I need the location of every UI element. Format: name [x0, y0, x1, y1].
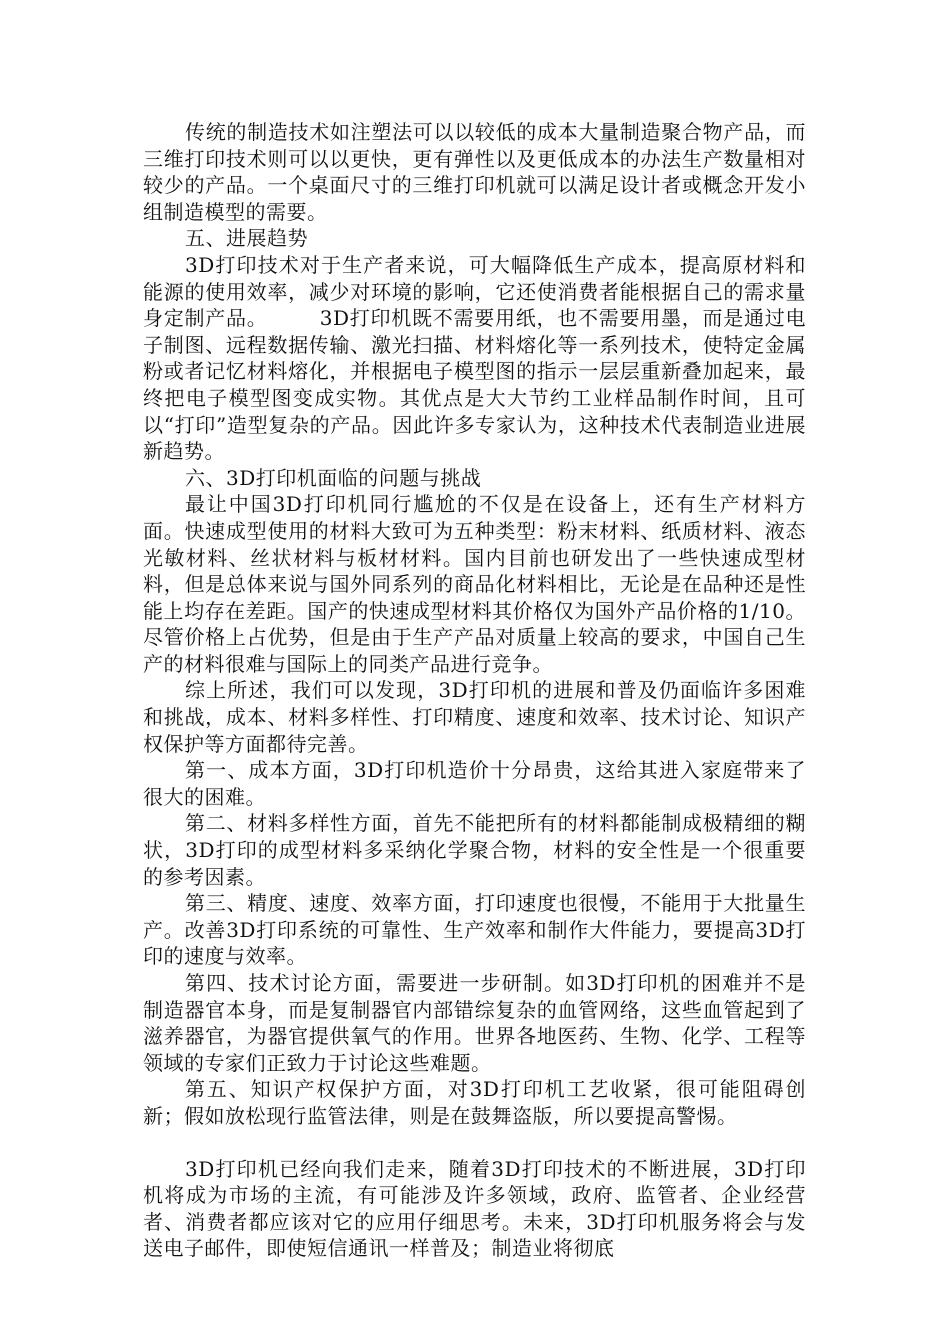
section-heading-trends: 五、进展趋势	[185, 226, 308, 251]
paragraph-materials: 最让中国3D打印机同行尴尬的不仅是在设备上，还有生产材料方面。快速成型使用的材料大致可为五种类型：粉末材料、纸质材料、液态光敏材料、丝状材料与板材材料。国内目前也研发出了一些快速成型材料，但是总体来说与国外同系列的商品化材料相比，无论是在品种还是性能上均存在差距。国产的快速成型材料其价格仅为国外产品价格的1/10。尽管价格上占优势，但是由于生产产品对质量上较高的要求，中国自己生产的材料很难与国际上的同类产品进行竞争。	[143, 492, 806, 676]
document-body	[143, 119, 806, 1262]
paragraph-intro: 传统的制造技术如注塑法可以以较低的成本大量制造聚合物产品，而三维打印技术则可以以更快，更有弹性以及更低成本的办法生产数量相对较少的产品。一个桌面尺寸的三维打印机就可以满足设计者或概念开发小组制造模型的需要。	[143, 120, 806, 224]
paragraph-conclusion: 3D打印机已经向我们走来，随着3D打印技术的不断进展，3D打印机将成为市场的主流，有可能涉及许多领域，政府、监管者、企业经营者、消费者都应该对它的应用仔细思考。未来，3D打印机服务将会与发送电子邮件，即使短信通讯一样普及；制造业将彻底	[143, 1156, 806, 1261]
paragraph-precision-speed: 第三、精度、速度、效率方面，打印速度也很慢，不能用于大批量生产。改善3D打印系统的可靠性、生产效率和制作大件能力，要提高3D打印的速度与效率。	[143, 891, 806, 969]
paragraph-ip-protection: 第五、知识产权保护方面，对3D打印机工艺收紧，很可能阻碍创新；假如放松现行监管法律，则是在鼓舞盗版，所以要提高警惕。	[143, 1077, 806, 1128]
paragraph-trends: 3D打印技术对于生产者来说，可大幅降低生产成本，提高原材料和能源的使用效率，减少对环境的影响，它还使消费者能根据自己的需求量身定制产品。 3D打印机既不需要用纸，也不需要用墨，而是通过电子制图、远程数据传输、激光扫描、材料熔化等一系列技术，使特定金属粉或者记忆材料熔化，并根据电子模型图的指示一层层重新叠加起来，最终把电子模型图变成实物。其优点是大大节约工业样品制作时间，且可以“打印”造型复杂的产品。因此许多专家认为，这种技术代表制造业进展新趋势。	[143, 252, 806, 464]
paragraph-material-diversity: 第二、材料多样性方面，首先不能把所有的材料都能制成极精细的糊状，3D打印的成型材料多采纳化学聚合物，材料的安全性是一个很重要的参考因素。	[143, 811, 806, 889]
paragraph-technical-research: 第四、技术讨论方面，需要进一步研制。如3D打印机的困难并不是制造器官本身，而是复制器官内部错综复杂的血管网络，这些血管起到了滋养器官，为器官提供氧气的作用。世界各地医药、生物、化学、工程等领域的专家们正致力于讨论这些难题。	[143, 971, 806, 1075]
paragraph-cost: 第一、成本方面，3D打印机造价十分昂贵，这给其进入家庭带来了很大的困难。	[143, 758, 806, 809]
section-heading-challenges: 六、3D打印机面临的问题与挑战	[185, 465, 482, 490]
paragraph-summary: 综上所述，我们可以发现，3D打印机的进展和普及仍面临许多困难和挑战，成本、材料多样性、打印精度、速度和效率、技术讨论、知识产权保护等方面都待完善。	[143, 678, 806, 756]
